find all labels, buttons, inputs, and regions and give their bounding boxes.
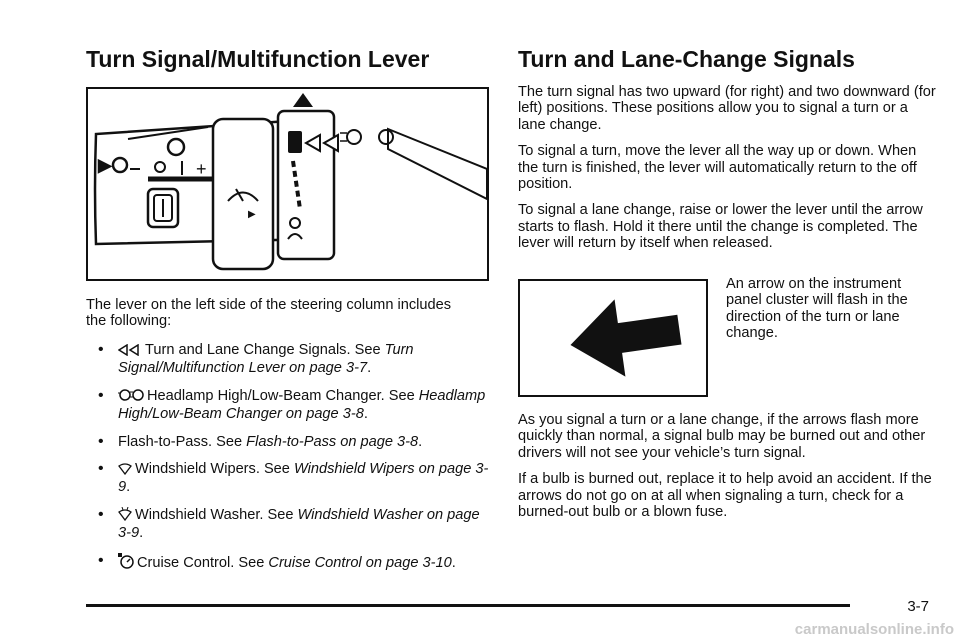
xref-windshield-washer[interactable]: Windshield Washer on page 3-9 bbox=[118, 506, 480, 542]
turn-arrow-illustration bbox=[518, 279, 708, 397]
paragraph: If a bulb is burned out, replace it to help avoid an accident. If the arrows do not go on at all when signaling a turn, check for a burned-out bulb or a blown fuse. bbox=[518, 471, 932, 521]
lever-intro: The lever on the left side of the steering column includes the following: bbox=[86, 297, 452, 330]
list-item: • Windshield Washer. See Windshield Washer on page 3-9. bbox=[86, 507, 490, 542]
xref-headlamp-changer[interactable]: Headlamp High/Low-Beam Changer on page 3-8 bbox=[118, 387, 486, 423]
svg-text:▶: ▶ bbox=[98, 155, 112, 175]
paragraph: To signal a turn, move the lever all the way up or down. When the turn is finished, the lever will automatically return to the off position. bbox=[518, 143, 917, 193]
list-item: • Turn and Lane Change Signals. See Turn Signal/Multifunction Lever on page 3-7. bbox=[86, 342, 490, 377]
xref-turn-signal-lever[interactable]: Turn Signal/Multifunction Lever on page 3-7 bbox=[118, 342, 414, 377]
list-item: • Cruise Control. See Cruise Control on page 3-10. bbox=[86, 553, 490, 573]
paragraph: To signal a lane change, raise or lower the lever until the arrow starts to flash. Hold it there until the change is completed. The lever will return by itself when released. bbox=[518, 202, 923, 252]
list-item: • Flash-to-Pass. See Flash-to-Pass on page 3-8. bbox=[86, 434, 490, 450]
turn-lane-change-heading: Turn and Lane-Change Signals bbox=[518, 46, 855, 72]
xref-flash-to-pass[interactable]: Flash-to-Pass on page 3-8 bbox=[246, 433, 419, 450]
lever-drawing bbox=[88, 89, 487, 279]
list-item: • Headlamp High/Low-Beam Changer. See Headlamp High/Low-Beam Changer on page 3-8. bbox=[86, 388, 490, 423]
windshield-washer-icon bbox=[118, 507, 132, 525]
turn-signal-arrows-icon bbox=[118, 344, 142, 360]
xref-cruise-control[interactable]: Cruise Control on page 3-10 bbox=[268, 554, 452, 571]
arrow-caption: An arrow on the instrument panel cluster will flash in the direction of the turn or lane change. bbox=[726, 276, 908, 342]
left-arrow-icon bbox=[520, 281, 706, 395]
svg-text:▶: ▶ bbox=[248, 209, 256, 220]
paragraph: The turn signal has two upward (for right) and two downward (for left) positions. These positions allow you to signal a turn or a lane change. bbox=[518, 84, 936, 133]
xref-windshield-wipers[interactable]: Windshield Wipers on page 3-9 bbox=[118, 461, 489, 496]
page-number: 3-7 bbox=[907, 598, 929, 615]
bulb-notes bbox=[518, 412, 938, 520]
watermark: carmanualsonline.info bbox=[794, 621, 954, 638]
list-item: • Windshield Wipers. See Windshield Wipers on page 3-9. bbox=[86, 461, 490, 496]
turn-signal-description bbox=[518, 84, 938, 252]
footer-rule bbox=[86, 604, 850, 607]
svg-text:+: + bbox=[196, 159, 207, 179]
lever-feature-list bbox=[86, 342, 490, 584]
headlamp-beam-icon bbox=[118, 388, 144, 406]
multifunction-lever-illustration bbox=[86, 87, 489, 281]
cruise-control-icon bbox=[118, 553, 134, 573]
paragraph: As you signal a turn or a lane change, if the arrows flash more quickly than normal, a signal bulb may be burned out and other drivers will not see your vehicle’s turn signal. bbox=[518, 412, 926, 461]
turn-signal-lever-heading: Turn Signal/Multifunction Lever bbox=[86, 46, 430, 72]
windshield-wiper-icon bbox=[118, 463, 132, 479]
